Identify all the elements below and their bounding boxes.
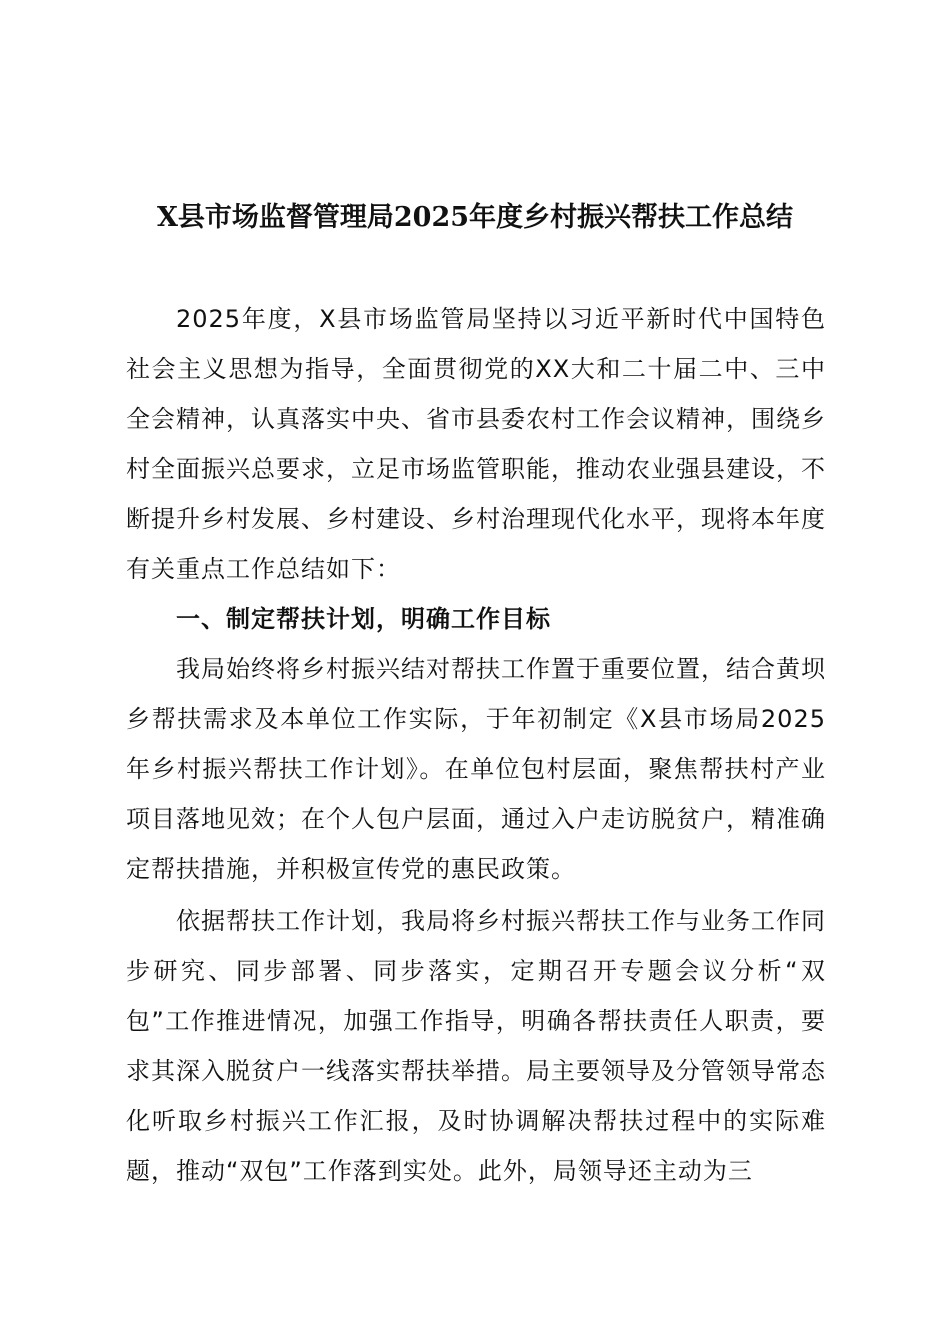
intro-paragraph: 2025年度，X县市场监管局坚持以习近平新时代中国特色社会主义思想为指导，全面贯彻党的XX大和二十届二中、三中全会精神，认真落实中央、省市县委农村工作会议精神，围绕乡村全面振兴总要求，立足市场监管职能，推动农业强县建设，不断提升乡村发展、乡村建设、乡村治理现代化水平，现将本年度有关重点工作总结如下： (126, 305, 826, 583)
section-1-paragraph-1: 我局始终将乡村振兴结对帮扶工作置于重要位置，结合黄坝乡帮扶需求及本单位工作实际，于年初制定《X县市场局2025年乡村振兴帮扶工作计划》。在单位包村层面，聚焦帮扶村产业项目落地见效；在个人包户层面，通过入户走访脱贫户，精准确定帮扶措施，并积极宣传党的惠民政策。 (126, 655, 826, 883)
document-body (126, 294, 826, 1196)
section-heading-1: 一、制定帮扶计划，明确工作目标 (176, 605, 551, 633)
section-1-paragraph-2: 依据帮扶工作计划，我局将乡村振兴帮扶工作与业务工作同步研究、同步部署、同步落实，定期召开专题会议分析“双包”工作推进情况，加强工作指导，明确各帮扶责任人职责，要求其深入脱贫户一线落实帮扶举措。局主要领导及分管领导常态化听取乡村振兴工作汇报，及时协调解决帮扶过程中的实际难题，推动“双包”工作落到实处。此外，局领导还主动为三 (126, 907, 826, 1185)
document-title: X县市场监督管理局2025年度乡村振兴帮扶工作总结 (156, 202, 794, 233)
